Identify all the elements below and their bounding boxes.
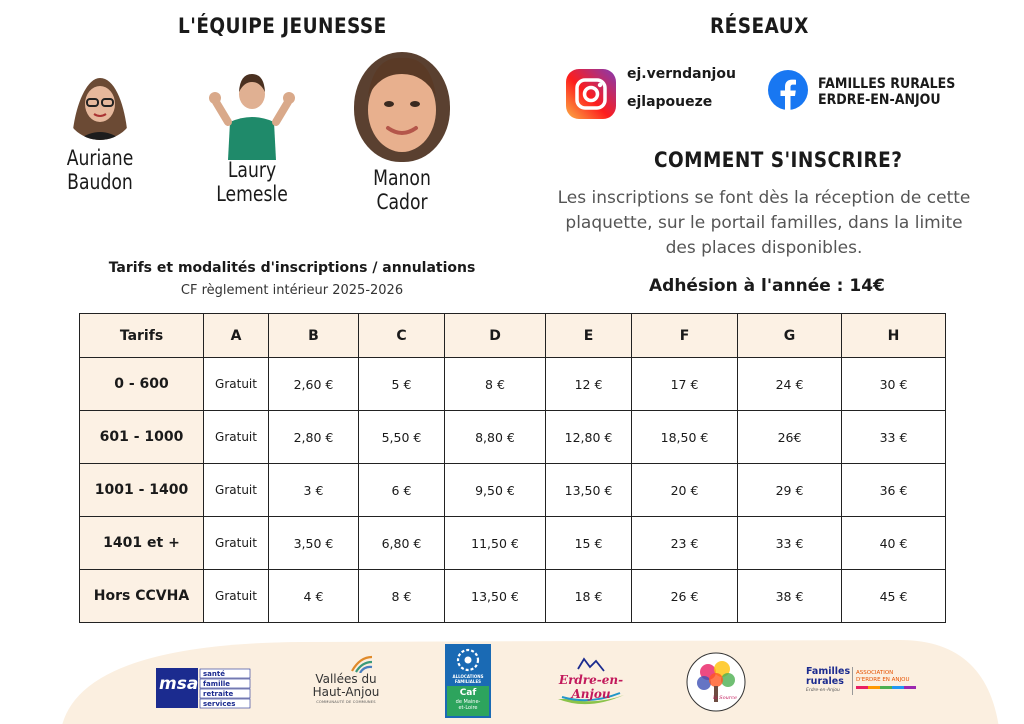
msa-line: retraite	[203, 690, 234, 698]
reseaux-title: RÉSEAUX	[710, 14, 809, 38]
column-header: F	[632, 314, 738, 358]
column-header: A	[204, 314, 269, 358]
table-cell: Gratuit	[204, 464, 269, 517]
table-cell: 8 €	[359, 570, 445, 623]
facebook-icon[interactable]	[767, 69, 809, 115]
msa-logo	[156, 666, 252, 710]
table-cell: 40 €	[842, 517, 946, 570]
caf-line: FAMILIALES	[454, 679, 482, 684]
familles-assoc: ASSOCIATION	[856, 670, 894, 676]
member-manon	[350, 52, 454, 214]
caf-line: ALLOCATIONS	[452, 674, 484, 679]
column-header: C	[359, 314, 445, 358]
table-cell: 18 €	[546, 570, 632, 623]
table-row	[80, 358, 946, 411]
caf-sub: de Maine-	[455, 699, 481, 705]
table-cell: 3 €	[269, 464, 359, 517]
familles-line: Familles	[806, 666, 851, 677]
table-cell: 33 €	[842, 411, 946, 464]
caf-logo	[445, 644, 491, 718]
table-cell: 2,80 €	[269, 411, 359, 464]
table-cell: 6,80 €	[359, 517, 445, 570]
vallees-line: Vallées du	[315, 672, 377, 686]
vallees-emblem-icon	[350, 655, 374, 673]
column-header: D	[445, 314, 546, 358]
instagram-handle-lapoueze[interactable]: ejlapoueze	[627, 94, 713, 110]
familles-assoc: D'ERDRE EN ANJOU	[856, 677, 910, 683]
table-cell: 30 €	[842, 358, 946, 411]
table-cell: 5 €	[359, 358, 445, 411]
column-header: E	[546, 314, 632, 358]
erdre-name: Erdre-en-Anjou	[558, 673, 624, 701]
msa-line: famille	[203, 680, 231, 688]
table-cell: 2,60 €	[269, 358, 359, 411]
member-first-name: Laury	[227, 158, 277, 182]
table-cell: 26 €	[632, 570, 738, 623]
table-cell: 12,80 €	[546, 411, 632, 464]
team-title: L'ÉQUIPE JEUNESSE	[178, 14, 387, 38]
familles-rurales-logo	[806, 665, 922, 705]
row-header: 601 - 1000	[80, 411, 204, 464]
tarifs-title: Tarifs et modalités d'inscriptions / annulations	[108, 260, 476, 276]
vallees-logo	[306, 655, 386, 717]
tree-icon	[686, 652, 746, 712]
member-last-name: Lemesle	[216, 182, 288, 206]
vallees-sub: COMMUNAUTÉ DE COMMUNES	[316, 700, 376, 704]
table-row	[80, 517, 946, 570]
column-header: G	[738, 314, 842, 358]
row-header: 1401 et +	[80, 517, 204, 570]
avatar	[64, 68, 136, 140]
facebook-page-line1[interactable]: FAMILLES RURALES	[818, 76, 956, 92]
inscription-text: Les inscriptions se font dès la réception de cette plaquette, sur le portail familles, dans la limite des places disponibles.	[557, 188, 971, 258]
table-cell: 18,50 €	[632, 411, 738, 464]
table-cell: 8 €	[445, 358, 546, 411]
table-cell: 26€	[738, 411, 842, 464]
table-cell: Gratuit	[204, 358, 269, 411]
column-header: H	[842, 314, 946, 358]
member-first-name: Auriane	[66, 146, 134, 170]
tarifs-subtitle: CF règlement intérieur 2025-2026	[180, 283, 404, 298]
table-cell: 13,50 €	[546, 464, 632, 517]
table-row	[80, 411, 946, 464]
table-cell: Gratuit	[204, 411, 269, 464]
inscription-title: COMMENT S'INSCRIRE?	[654, 148, 903, 172]
table-row	[80, 464, 946, 517]
adhesion-price: Adhésion à l'année : 14€	[649, 276, 885, 296]
facebook-page-line2[interactable]: ERDRE-EN-ANJOU	[818, 92, 941, 108]
member-last-name: Baudon	[67, 170, 133, 194]
table-cell: 45 €	[842, 570, 946, 623]
msa-letters: msa	[159, 674, 199, 694]
table-cell: 8,80 €	[445, 411, 546, 464]
msa-line: santé	[203, 670, 225, 678]
table-cell: 11,50 €	[445, 517, 546, 570]
row-header: 1001 - 1400	[80, 464, 204, 517]
table-cell: 5,50 €	[359, 411, 445, 464]
familles-sub: Erdre-en-Anjou	[806, 688, 840, 693]
member-last-name: Cador	[376, 190, 428, 214]
table-cell: Gratuit	[204, 570, 269, 623]
vallees-line: Haut-Anjou	[312, 685, 380, 699]
instagram-icon[interactable]	[565, 68, 617, 124]
table-cell: 6 €	[359, 464, 445, 517]
erdre-logo	[548, 655, 634, 711]
table-cell: 29 €	[738, 464, 842, 517]
familles-line: rurales	[806, 676, 844, 687]
table-cell: 23 €	[632, 517, 738, 570]
caf-word: Caf	[459, 688, 477, 698]
column-header: Tarifs	[80, 314, 204, 358]
caf-sub: et-Loire	[458, 705, 478, 711]
table-header-row	[80, 314, 946, 358]
table-cell: Gratuit	[204, 517, 269, 570]
avatar	[354, 52, 450, 162]
tarifs-table	[79, 313, 946, 623]
column-header: B	[269, 314, 359, 358]
table-cell: 38 €	[738, 570, 842, 623]
msa-line: services	[203, 700, 236, 708]
table-cell: 12 €	[546, 358, 632, 411]
avatar	[206, 64, 298, 160]
member-laury	[192, 64, 312, 206]
table-cell: 36 €	[842, 464, 946, 517]
row-header: Hors CCVHA	[80, 570, 204, 623]
table-cell: 13,50 €	[445, 570, 546, 623]
instagram-handle-verndanjou[interactable]: ej.verndanjou	[627, 66, 736, 82]
table-cell: 15 €	[546, 517, 632, 570]
caf-family-icon	[445, 646, 491, 676]
source-logo	[686, 652, 746, 712]
table-cell: 24 €	[738, 358, 842, 411]
table-cell: 17 €	[632, 358, 738, 411]
table-cell: 20 €	[632, 464, 738, 517]
member-first-name: Manon	[373, 166, 431, 190]
table-cell: 3,50 €	[269, 517, 359, 570]
member-auriane	[45, 68, 155, 194]
table-cell: 9,50 €	[445, 464, 546, 517]
table-row	[80, 570, 946, 623]
table-cell: 33 €	[738, 517, 842, 570]
row-header: 0 - 600	[80, 358, 204, 411]
source-name: la Source	[713, 695, 737, 701]
table-cell: 4 €	[269, 570, 359, 623]
